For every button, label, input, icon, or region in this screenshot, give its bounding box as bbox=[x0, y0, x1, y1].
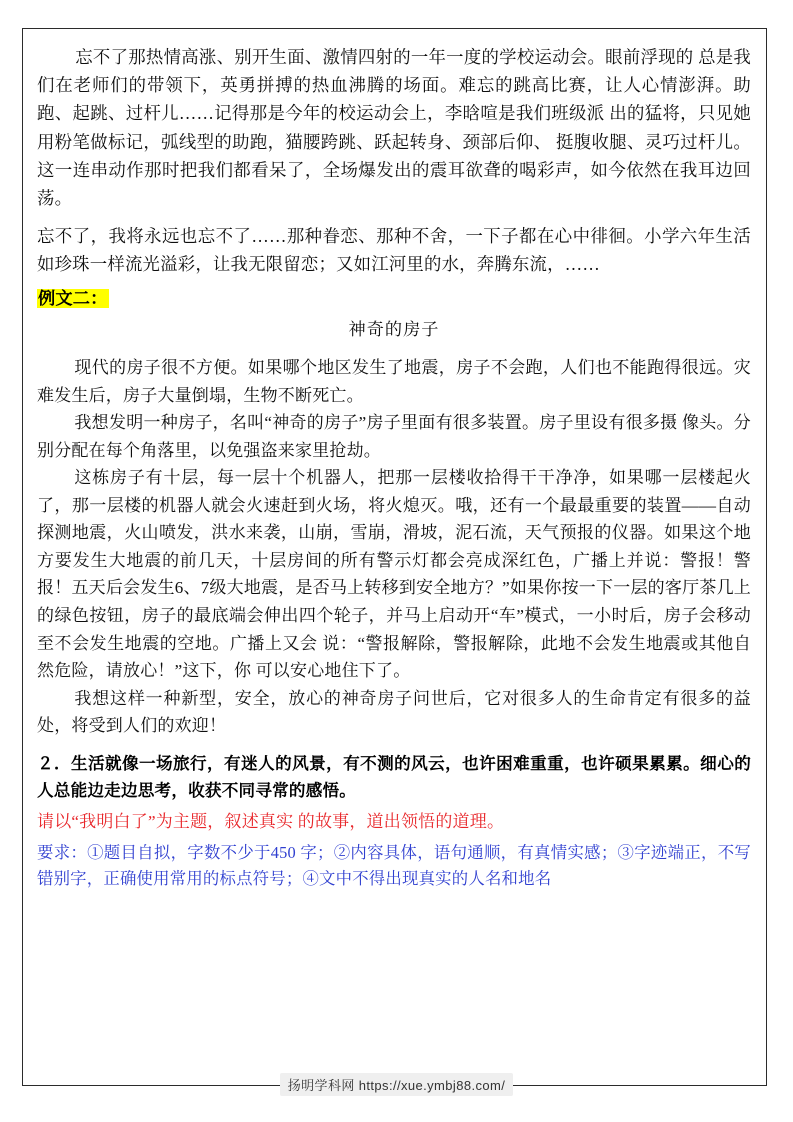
document-content bbox=[37, 43, 751, 892]
essay-two-body bbox=[37, 354, 751, 739]
paragraph-sports-meet: 忘不了那热情高涨、别开生面、激情四射的一年一度的学校运动会。眼前浮现的 总是我们在老师们的带领下，英勇拼搏的热血沸腾的场面。难忘的跳高比赛，让人心情澎湃。助跑、起跳、过杆儿……记得那是今年的校运动会上，李晗喧是我们班级派 出的猛将，只见她用粉笔做标记，弧线型的助跑，猫腰跨跳、跃起转身、颈部后仰、 挺腹收腿、灵巧过杆儿。这一连串动作那时把我们都看呆了，全场爆发出的震耳欲聋的喝彩声，如今依然在我耳边回荡。 bbox=[37, 47, 751, 208]
article-title: 神奇的房子 bbox=[348, 320, 440, 340]
requirements-statement: 要求：①题目自拟，字数不少于450 字；②内容具体，语句通顺，有真情实感；③字迹端正，不写错别字，正确使用常用的标点符号；④文中不得出现真实的人名和地名 bbox=[37, 842, 751, 888]
prompt-statement: 请以“我明白了”为主题，叙述真实 的故事，道出领悟的道理。 bbox=[37, 812, 505, 832]
paragraph-invention: 我想发明一种房子，名叫“神奇的房子”房子里面有很多装置。房子里设有很多摄 像头。分别分配在每个角落里，以免强盗来家里抢劫。 bbox=[37, 413, 751, 460]
example-two-label-text: 例文二： bbox=[38, 288, 108, 308]
document-border-frame bbox=[22, 28, 767, 1086]
topic-statement: ２．生活就像一场旅行，有迷人的风景，有不测的风云，也许困难重重，也许硕果累累。细心的人总能边走边思考，收获不同寻常的感悟。 bbox=[37, 753, 751, 801]
paragraph-conclusion: 我想这样一种新型，安全，放心的神奇房子问世后，它对很多人的生命肯定有很多的益处，将受到人们的欢迎！ bbox=[37, 688, 751, 736]
example-two-label bbox=[37, 285, 751, 313]
paragraph-farewell: 忘不了，我将永远也忘不了……那种眷恋、那种不舍，一下子都在心中徘徊。小学六年生活如珍珠一样流光溢彩，让我无限留恋；又如江河里的水，奔腾东流，…… bbox=[37, 226, 751, 275]
essay-one-excerpt bbox=[37, 43, 751, 279]
paragraph-modern-house: 现代的房子很不方便。如果哪个地区发生了地震，房子不会跑，人们也不能跑得很远。灾难发生后，房子大量倒塌，生物不断死亡。 bbox=[37, 358, 751, 405]
paragraph-ten-floors: 这栋房子有十层，每一层十个机器人，把那一层楼收拾得干干净净，如果哪一层楼起火了，那一层楼的机器人就会火速赶到火场，将火熄灭。哦，还有一个最最重要的装置——自动探测地震，火山喷发，洪水来袭，山崩，雪崩，滑坡，泥石流，天气预报的仪器。如果这个地方要发生大地震的前几天，十层房间的所有警示灯都会亮成深红色，广播上并说：警报！警报！五天后会发生6、7级大地震，是否马上转移到安全地方？”如果你按一下一层的客厅茶几上的绿色按钮，房子的最底端会伸出四个轮子，并马上启动开“车”模式，一小时后，房子会移动至不会发生地震的空地。广播上又会 说：“警报解除，警报解除，此地不会发生地震或其他自然危险，请放心！”这下，你 可以安心地住下了。 bbox=[37, 468, 751, 681]
watermark-text: 扬明学科网 https://xue.ymbj88.com/ bbox=[280, 1073, 514, 1096]
watermark bbox=[0, 1073, 793, 1096]
